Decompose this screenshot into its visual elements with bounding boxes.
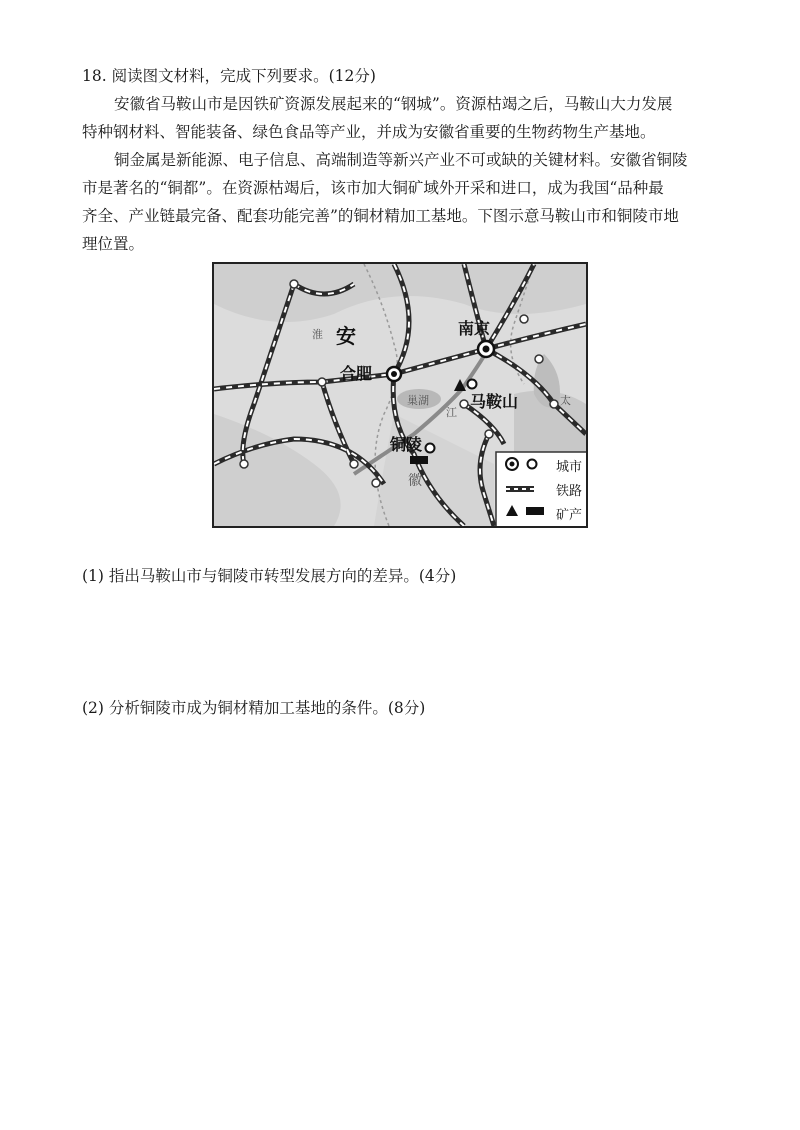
map-legend [496,452,588,528]
legend-railway-label: 铁路 [556,484,583,499]
label-nanjing: 南京 [458,319,491,338]
label-hefei: 合肥 [340,364,373,383]
label-an: 安 [336,324,356,348]
paragraph-line: 理位置。 [82,235,145,253]
material-paragraph-1 [82,90,722,146]
paragraph-line: 安徽省马鞍山市是因铁矿资源发展起来的“钢城”。资源枯竭之后，马鞍山大力发展 [114,95,673,113]
legend-city-label: 城市 [556,460,583,475]
label-maanshan: 马鞍山 [470,392,519,411]
legend-city [496,454,588,476]
question-title-text: 18. 阅读图文材料，完成下列要求。(12分) [82,67,376,85]
label-huai: 淮 [312,328,323,341]
material-paragraph-2 [82,146,722,258]
paragraph-line: 市是著名的“铜都”。在资源枯竭后，该市加大铜矿域外开采和进口，成为我国“品种最 [82,179,664,197]
paragraph-line: 铜金属是新能源、电子信息、高端制造等新兴产业不可或缺的关键材料。安徽省铜陵 [114,151,688,169]
label-jiang: 江 [446,406,457,419]
tongling-mine-icon [410,456,428,464]
paragraph-line: 特种钢材料、智能装备、绿色食品等产业，并成为安徽省重要的生物药物生产基地。 [82,123,656,141]
legend-mine-label: 矿产 [556,508,583,523]
sub-question-2: (2) 分析铜陵市成为铜材精加工基地的条件。(8分) [82,699,426,717]
question-title [82,62,722,90]
location-map [212,262,588,528]
label-chaohu: 巢湖 [407,394,429,407]
sub-question-1: (1) 指出马鞍山市与铜陵市转型发展方向的差异。(4分) [82,567,457,585]
legend-railway [496,478,588,500]
label-tongling: 铜陵 [390,435,423,454]
legend-mine [496,502,588,524]
label-hui: 徽 [408,473,422,489]
label-tai: 太 [560,394,571,407]
paragraph-line: 齐全、产业链最完备、配套功能完善”的铜材精加工基地。下图示意马鞍山市和铜陵市地 [82,207,679,225]
